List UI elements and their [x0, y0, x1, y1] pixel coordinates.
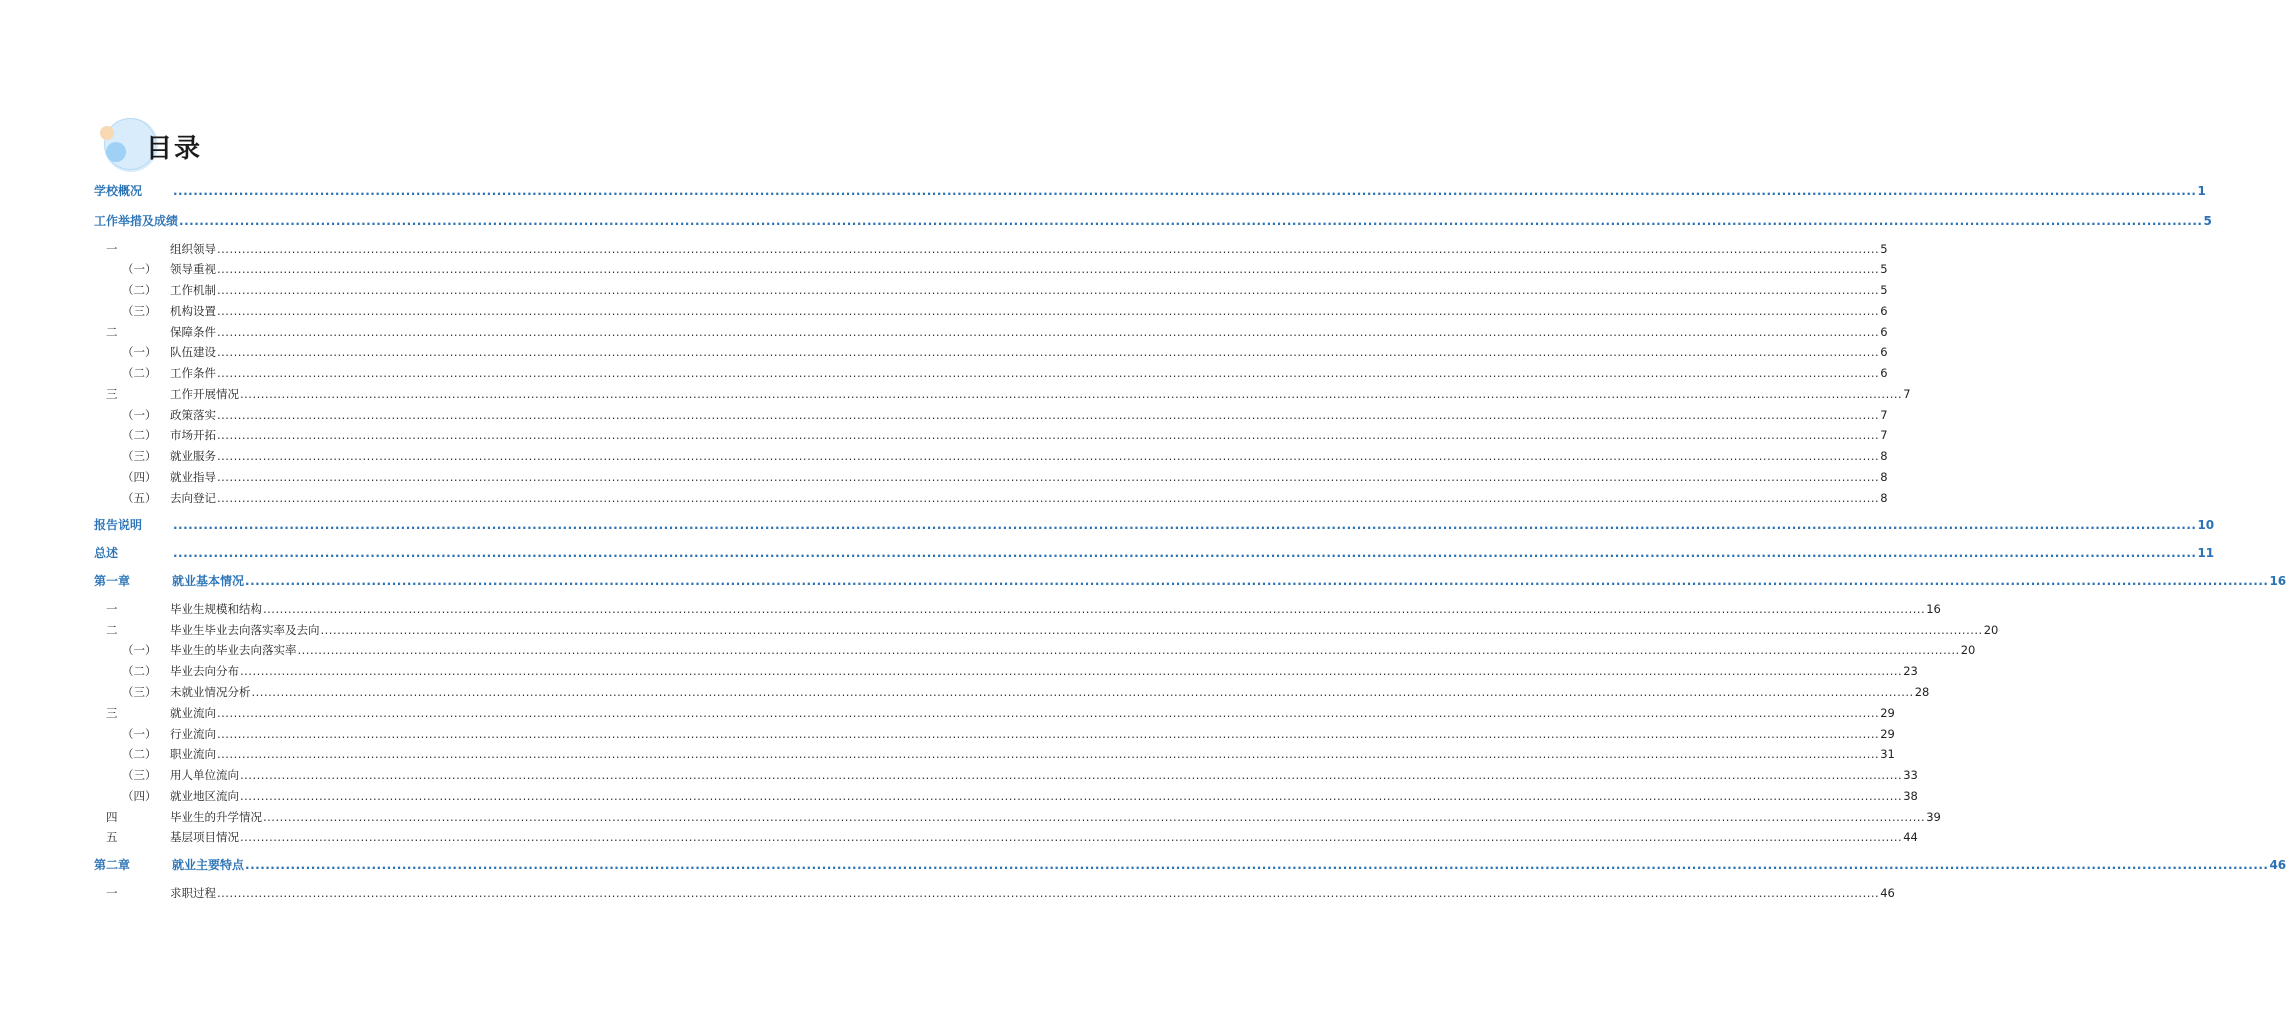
toc-entry-label: 市场开拓	[170, 428, 216, 442]
toc-entry-number: （四）	[122, 470, 157, 484]
toc-entry-page: 10	[2197, 518, 2215, 532]
toc-leader-dots: ................................................................................................................................................................................................................................................................................................................................................................................................................	[217, 366, 1880, 380]
toc-entry-label: 去向登记	[170, 491, 216, 505]
toc-leader-dots: ................................................................................................................................................................................................................................................................................................................................................................................................................	[240, 387, 1903, 401]
toc-entry[interactable]	[94, 345, 1888, 359]
page-title: 目录	[146, 134, 203, 164]
toc-entry-label: 就业流向	[170, 706, 216, 720]
toc-entry-label: 就业基本情况	[172, 574, 245, 588]
toc-entry[interactable]	[94, 830, 1918, 844]
toc-entry-page: 16	[2269, 574, 2286, 588]
toc-entry-label: 政策落实	[170, 408, 216, 422]
toc-entry-label: 毕业生的升学情况	[170, 810, 262, 824]
toc-entry-number: 三	[106, 387, 118, 401]
toc-leader-dots: ................................................................................................................................................................................................................................................................................................................................................................................................................	[217, 408, 1880, 422]
toc-entry-label: 基层项目情况	[170, 830, 239, 844]
toc-entry[interactable]	[94, 706, 1895, 720]
toc-entry-page: 8	[1880, 449, 1888, 463]
toc-entry-label: 队伍建设	[170, 345, 216, 359]
decorative-small-circle-icon	[106, 142, 126, 162]
toc-entry[interactable]	[94, 449, 1888, 463]
toc-entry-page: 7	[1903, 387, 1911, 401]
toc-entry[interactable]	[94, 491, 1888, 505]
toc-entry-number: 一	[106, 242, 118, 256]
toc-entry-label: 就业服务	[170, 449, 216, 463]
toc-entry-label: 工作开展情况	[170, 387, 239, 401]
toc-entry-number: 第一章	[94, 574, 131, 588]
toc-entry-page: 44	[1903, 830, 1918, 844]
toc-leader-dots: ................................................................................................................................................................................................................................................................................................................................................................................................................	[217, 325, 1880, 339]
toc-entry-label: 未就业情况分析	[170, 685, 251, 699]
toc-leader-dots: ................................................................................................................................................................................................................................................................................................................................................................................................................	[179, 214, 2203, 228]
toc-entry-page: 20	[1960, 643, 1976, 657]
toc-entry-number: 第二章	[94, 858, 131, 872]
toc-entry-number: 三	[106, 706, 118, 720]
toc-entry-page: 39	[1926, 810, 1941, 824]
toc-entry[interactable]	[94, 664, 1918, 678]
toc-entry-page: 38	[1903, 789, 1918, 803]
toc-entry[interactable]	[94, 428, 1888, 442]
toc-leader-dots: ................................................................................................................................................................................................................................................................................................................................................................................................................	[297, 643, 1960, 657]
toc-entry[interactable]	[94, 685, 1930, 699]
toc-entry-number: 五	[106, 830, 118, 844]
toc-entry-page: 16	[1926, 602, 1941, 616]
toc-entry[interactable]	[94, 325, 1888, 339]
toc-entry-number: （一）	[122, 408, 157, 422]
toc-entry[interactable]	[94, 304, 1888, 318]
toc-entry-label: 毕业生毕业去向落实率及去向	[170, 623, 320, 637]
toc-entry[interactable]	[94, 387, 1911, 401]
toc-leader-dots: ................................................................................................................................................................................................................................................................................................................................................................................................................	[217, 304, 1880, 318]
toc-entry-page: 6	[1880, 304, 1888, 318]
toc-entry-label: 工作举措及成绩	[94, 214, 179, 228]
toc-entry-label: 求职过程	[170, 886, 216, 900]
toc-entry-page: 29	[1880, 706, 1895, 720]
toc-entry-number: 二	[106, 623, 118, 637]
toc-leader-dots: ................................................................................................................................................................................................................................................................................................................................................................................................................	[251, 685, 1914, 699]
toc-entry-number: 二	[106, 325, 118, 339]
toc-leader-dots: ................................................................................................................................................................................................................................................................................................................................................................................................................	[173, 184, 2197, 198]
toc-entry-page: 31	[1880, 747, 1895, 761]
toc-entry[interactable]	[94, 858, 2286, 872]
toc-entry-label: 用人单位流向	[170, 768, 239, 782]
toc-entry[interactable]	[94, 214, 2212, 228]
toc-entry-label: 职业流向	[170, 747, 216, 761]
toc-entry-page: 46	[2269, 858, 2286, 872]
toc-leader-dots: ................................................................................................................................................................................................................................................................................................................................................................................................................	[263, 602, 1926, 616]
toc-entry-number: （一）	[122, 345, 157, 359]
toc-entry-number: （五）	[122, 491, 157, 505]
toc-entry-label: 就业主要特点	[172, 858, 245, 872]
toc-entry-page: 6	[1880, 325, 1888, 339]
toc-leader-dots: ................................................................................................................................................................................................................................................................................................................................................................................................................	[217, 886, 1880, 900]
toc-entry-page: 33	[1903, 768, 1918, 782]
toc-leader-dots: ................................................................................................................................................................................................................................................................................................................................................................................................................	[240, 789, 1903, 803]
toc-entry-label: 就业指导	[170, 470, 216, 484]
toc-entry[interactable]	[94, 643, 1976, 657]
toc-entry-number: （三）	[122, 304, 157, 318]
toc-leader-dots: ................................................................................................................................................................................................................................................................................................................................................................................................................	[217, 262, 1880, 276]
toc-entry[interactable]	[94, 727, 1895, 741]
toc-entry-page: 8	[1880, 470, 1888, 484]
toc-leader-dots: ................................................................................................................................................................................................................................................................................................................................................................................................................	[320, 623, 1983, 637]
decorative-orange-dot-icon	[100, 126, 114, 140]
toc-leader-dots: ................................................................................................................................................................................................................................................................................................................................................................................................................	[217, 747, 1880, 761]
toc-entry-page: 5	[1880, 283, 1888, 297]
toc-leader-dots: ................................................................................................................................................................................................................................................................................................................................................................................................................	[217, 428, 1880, 442]
toc-entry-page: 7	[1880, 428, 1888, 442]
toc-entry-page: 5	[1880, 262, 1888, 276]
toc-entry-label: 领导重视	[170, 262, 216, 276]
toc-entry-label: 就业地区流向	[170, 789, 239, 803]
toc-entry[interactable]	[94, 366, 1888, 380]
toc-entry[interactable]	[94, 810, 1941, 824]
toc-entry-number: （一）	[122, 262, 157, 276]
toc-entry-label: 毕业去向分布	[170, 664, 239, 678]
toc-entry-label: 组织领导	[170, 242, 216, 256]
toc-entry-label: 工作条件	[170, 366, 216, 380]
toc-leader-dots: ................................................................................................................................................................................................................................................................................................................................................................................................................	[217, 449, 1880, 463]
toc-entry-number: （三）	[122, 449, 157, 463]
toc-entry[interactable]	[94, 408, 1888, 422]
toc-entry[interactable]	[94, 242, 1888, 256]
toc-entry-page: 23	[1903, 664, 1918, 678]
toc-entry[interactable]	[94, 184, 2206, 198]
toc-leader-dots: ................................................................................................................................................................................................................................................................................................................................................................................................................	[217, 491, 1880, 505]
toc-entry[interactable]	[94, 886, 1895, 900]
toc-leader-dots: ................................................................................................................................................................................................................................................................................................................................................................................................................	[240, 830, 1903, 844]
toc-leader-dots: ................................................................................................................................................................................................................................................................................................................................................................................................................	[263, 810, 1926, 824]
toc-entry[interactable]	[94, 518, 2215, 532]
toc-entry[interactable]	[94, 789, 1918, 803]
toc-entry-label: 行业流向	[170, 727, 216, 741]
toc-entry[interactable]	[94, 602, 1941, 616]
toc-entry-number: 总述	[94, 546, 119, 560]
toc-entry-number: （二）	[122, 664, 157, 678]
toc-entry-page: 11	[2197, 546, 2215, 560]
toc-entry-page: 1	[2197, 184, 2206, 198]
toc-entry-number: （三）	[122, 685, 157, 699]
toc-entry-page: 29	[1880, 727, 1895, 741]
toc-entry-page: 6	[1880, 345, 1888, 359]
toc-entry-number: （一）	[122, 727, 157, 741]
toc-entry-label: 毕业生规模和结构	[170, 602, 262, 616]
toc-entry-number: 学校概况	[94, 184, 143, 198]
toc-leader-dots: ................................................................................................................................................................................................................................................................................................................................................................................................................	[217, 727, 1880, 741]
toc-entry-number: 报告说明	[94, 518, 143, 532]
toc-leader-dots: ................................................................................................................................................................................................................................................................................................................................................................................................................	[173, 546, 2197, 560]
toc-entry-number: （二）	[122, 366, 157, 380]
toc-leader-dots: ................................................................................................................................................................................................................................................................................................................................................................................................................	[217, 242, 1880, 256]
toc-entry-label: 机构设置	[170, 304, 216, 318]
toc-entry-page: 5	[2203, 214, 2212, 228]
toc-leader-dots: ................................................................................................................................................................................................................................................................................................................................................................................................................	[217, 470, 1880, 484]
toc-leader-dots: ................................................................................................................................................................................................................................................................................................................................................................................................................	[217, 345, 1880, 359]
toc-entry-number: 一	[106, 602, 118, 616]
toc-entry-number: （一）	[122, 643, 157, 657]
toc-entry-page: 6	[1880, 366, 1888, 380]
toc-leader-dots: ................................................................................................................................................................................................................................................................................................................................................................................................................	[217, 283, 1880, 297]
toc-leader-dots: ................................................................................................................................................................................................................................................................................................................................................................................................................	[245, 858, 2269, 872]
toc-entry-number: （二）	[122, 428, 157, 442]
toc-leader-dots: ................................................................................................................................................................................................................................................................................................................................................................................................................	[173, 518, 2197, 532]
toc-leader-dots: ................................................................................................................................................................................................................................................................................................................................................................................................................	[240, 664, 1903, 678]
toc-entry-label: 毕业生的毕业去向落实率	[170, 643, 297, 657]
toc-leader-dots: ................................................................................................................................................................................................................................................................................................................................................................................................................	[245, 574, 2269, 588]
toc-entry-label: 保障条件	[170, 325, 216, 339]
toc-leader-dots: ................................................................................................................................................................................................................................................................................................................................................................................................................	[217, 706, 1880, 720]
toc-entry-page: 20	[1983, 623, 1999, 637]
toc-entry-page: 5	[1880, 242, 1888, 256]
toc-entry[interactable]	[94, 574, 2286, 588]
toc-entry-number: 四	[106, 810, 118, 824]
toc-entry-page: 8	[1880, 491, 1888, 505]
toc-entry[interactable]	[94, 768, 1918, 782]
toc-entry[interactable]	[94, 283, 1888, 297]
toc-entry-number: 一	[106, 886, 118, 900]
toc-entry-page: 28	[1914, 685, 1930, 699]
toc-entry-number: （三）	[122, 768, 157, 782]
toc-entry-label: 工作机制	[170, 283, 216, 297]
toc-entry[interactable]	[94, 747, 1895, 761]
toc-entry-number: （二）	[122, 283, 157, 297]
toc-entry[interactable]	[94, 470, 1888, 484]
toc-leader-dots: ................................................................................................................................................................................................................................................................................................................................................................................................................	[240, 768, 1903, 782]
toc-header	[100, 118, 300, 178]
toc-entry[interactable]	[94, 262, 1888, 276]
toc-entry[interactable]	[94, 546, 2215, 560]
toc-entry-page: 46	[1880, 886, 1895, 900]
toc-entry[interactable]	[94, 623, 1999, 637]
toc-entry-page: 7	[1880, 408, 1888, 422]
toc-entry-number: （二）	[122, 747, 157, 761]
toc-entry-number: （四）	[122, 789, 157, 803]
